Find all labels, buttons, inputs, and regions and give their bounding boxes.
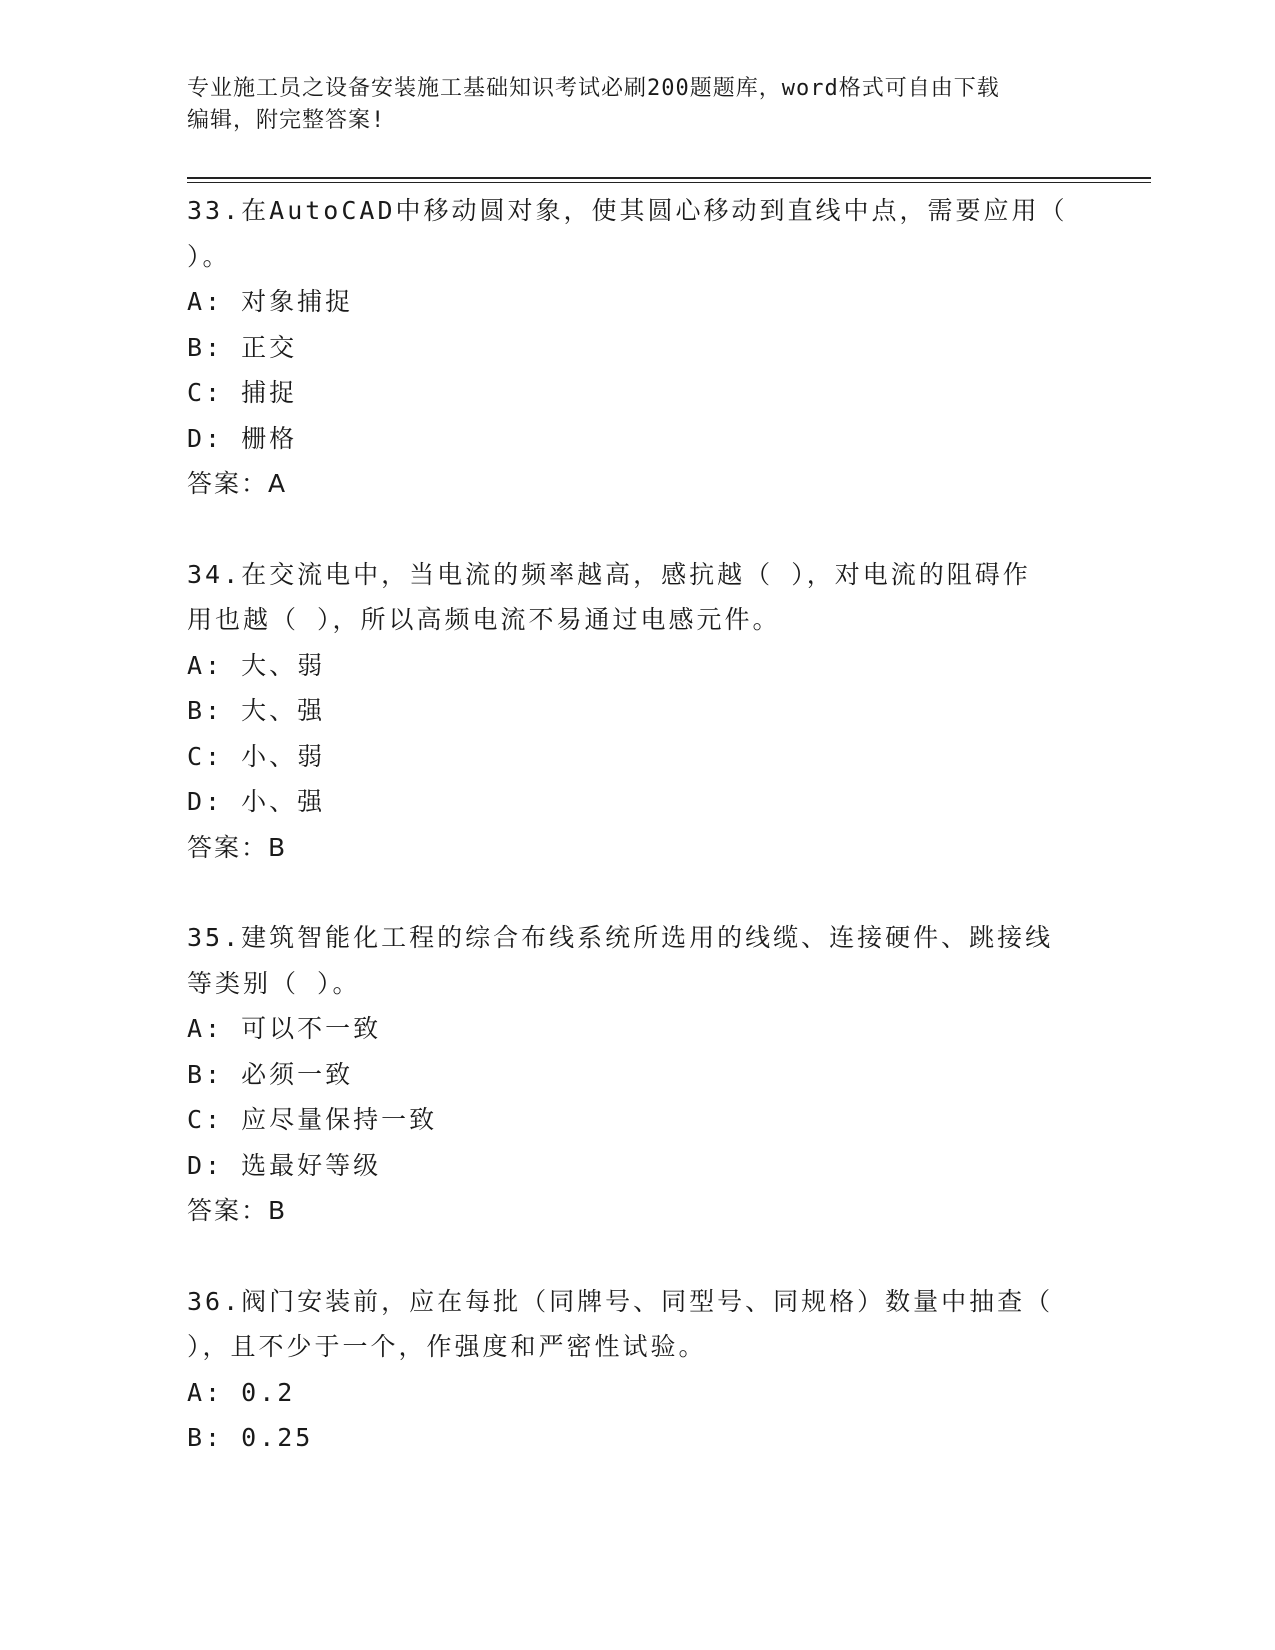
- question-text-line: 35.建筑智能化工程的综合布线系统所选用的线缆、连接硬件、跳接线: [187, 923, 1054, 952]
- question-list: [187, 188, 1087, 1506]
- option-d: D: 选最好等级: [187, 1150, 382, 1180]
- answer: 答案：A: [187, 469, 288, 498]
- question-text-line: ）。: [187, 241, 231, 271]
- question-35: [187, 915, 1087, 1234]
- question-33: [187, 188, 1087, 507]
- option-c: C: 捕捉: [187, 378, 298, 407]
- option-a: A: 对象捕捉: [187, 287, 354, 316]
- question-text: [187, 188, 1087, 279]
- header-divider-thin: [187, 182, 1151, 183]
- answer: 答案：B: [187, 1196, 288, 1225]
- header-line-1: 专业施工员之设备安装施工基础知识考试必刷200题题库，word格式可自由下载: [187, 76, 1000, 101]
- option-a: A: 0.2: [187, 1377, 296, 1407]
- option-d: D: 栅格: [187, 423, 298, 453]
- option-c: C: 小、弱: [187, 741, 326, 771]
- document-header: [187, 73, 1087, 137]
- option-b: B: 0.25: [187, 1423, 314, 1452]
- question-text-line: 33.在AutoCAD中移动圆对象，使其圆心移动到直线中点，需要应用（: [187, 196, 1068, 225]
- question-34: [187, 552, 1087, 871]
- question-text-line: 等类别（ ）。: [187, 968, 361, 998]
- option-d: D: 小、强: [187, 787, 326, 816]
- header-divider-thick: [187, 177, 1151, 179]
- header-line-2: 编辑，附完整答案!: [187, 108, 386, 133]
- option-a: A: 大、弱: [187, 650, 326, 680]
- option-c: C: 应尽量保持一致: [187, 1105, 438, 1134]
- option-b: B: 必须一致: [187, 1059, 354, 1089]
- question-text-line: 36.阀门安装前，应在每批（同牌号、同型号、同规格）数量中抽查（: [187, 1286, 1054, 1316]
- question-text-line: 用也越（ ），所以高频电流不易通过电感元件。: [187, 605, 781, 634]
- option-b: B: 大、强: [187, 696, 326, 725]
- question-36: [187, 1279, 1087, 1461]
- answer: 答案：B: [187, 832, 288, 862]
- question-text: [187, 552, 1087, 643]
- option-a: A: 可以不一致: [187, 1014, 382, 1043]
- option-b: B: 正交: [187, 332, 298, 362]
- question-text: [187, 1279, 1087, 1370]
- question-text-line: ），且不少于一个，作强度和严密性试验。: [187, 1332, 707, 1361]
- question-text: [187, 915, 1087, 1006]
- question-text-line: 34.在交流电中，当电流的频率越高，感抗越（ ），对电流的阻碍作: [187, 559, 1031, 589]
